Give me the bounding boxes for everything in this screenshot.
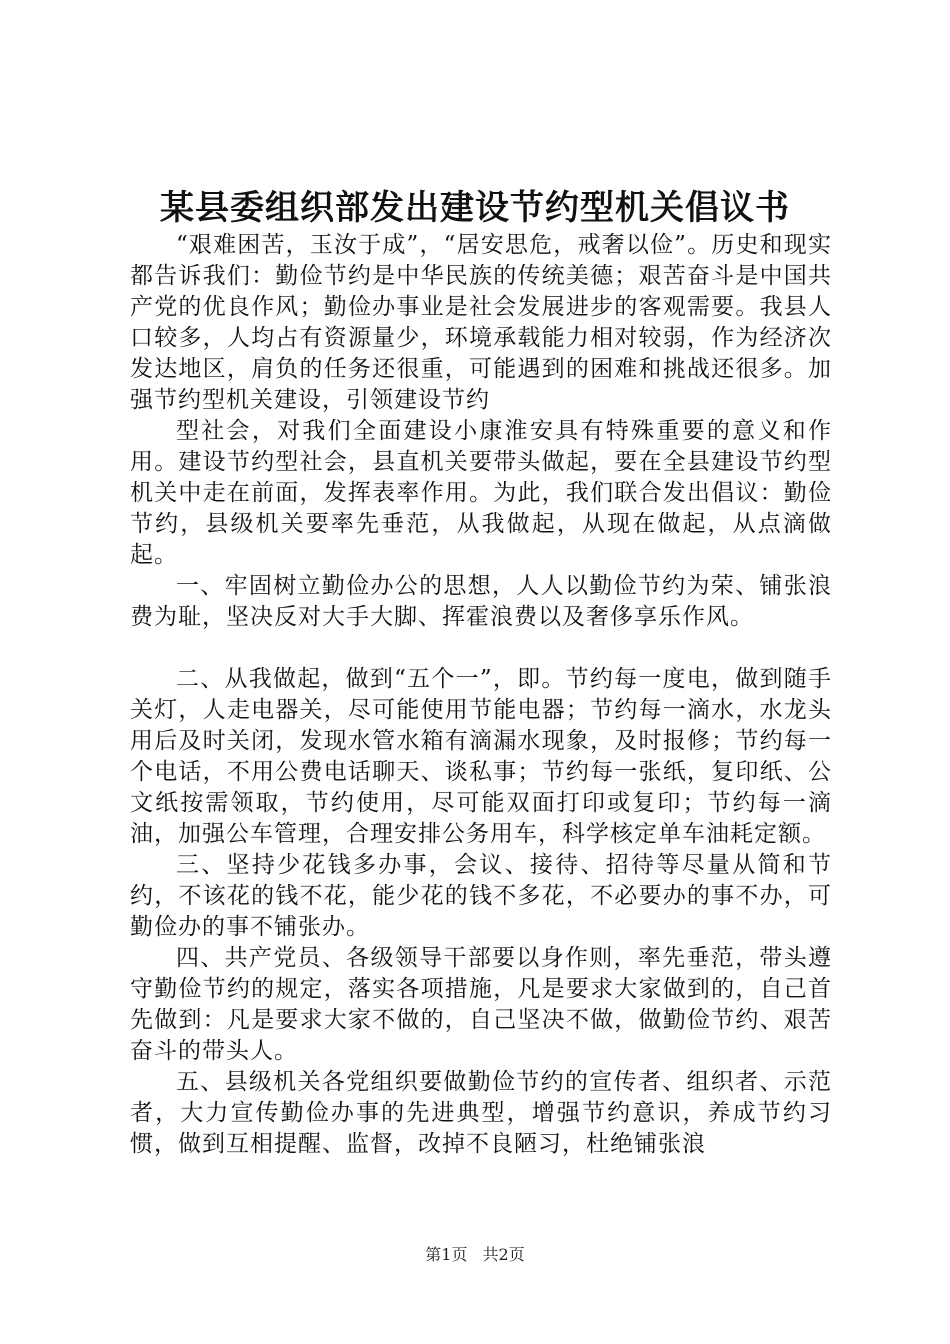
page-number-total: 共2页 [482,1245,525,1264]
paragraph-item-1: 一、牢固树立勤俭办公的思想，人人以勤俭节约为荣、铺张浪费为耻，坚决反对大手大脚、挥霍浪费以及奢侈享乐作风。 [130,573,832,630]
paragraph-intro: “艰难困苦，玉汝于成”，“居安思危，戒奢以俭”。历史和现实都告诉我们：勤俭节约是中华民族的传统美德；艰苦奋斗是中国共产党的优良作风；勤俭办事业是社会发展进步的客观需要。我县人口较多，人均占有资源量少，环境承载能力相对较弱，作为经济次发达地区，肩负的任务还很重，可能遇到的困难和挑战还很多。加强节约型机关建设，引领建设节约 [130,232,832,413]
paragraph-item-4: 四、共产党员、各级领导干部要以身作则，率先垂范，带头遵守勤俭节约的规定，落实各项措施，凡是要求大家做到的，自己首先做到：凡是要求大家不做的，自己坚决不做，做勤俭节约、艰苦奋斗的带头人。 [130,945,832,1064]
paragraph-item-3: 三、坚持少花钱多办事，会议、接待、招待等尽量从简和节约，不该花的钱不花，能少花的钱不多花，不必要办的事不办，可勤俭办的事不铺张办。 [130,852,832,940]
paragraph-intro-continued: 型社会，对我们全面建设小康淮安具有特殊重要的意义和作用。建设节约型社会，县直机关要带头做起，要在全县建设节约型机关中走在前面，发挥表率作用。为此，我们联合发出倡议：勤俭节约，县级机关要率先垂范，从我做起，从现在做起，从点滴做起。 [130,418,832,568]
page-number-current: 第1页 [425,1245,468,1264]
paragraph-item-5: 五、县级机关各党组织要做勤俭节约的宣传者、组织者、示范者，大力宣传勤俭办事的先进典型，增强节约意识，养成节约习惯，做到互相提醒、监督，改掉不良陋习，杜绝铺张浪 [130,1069,832,1157]
paragraph-item-2: 二、从我做起，做到“五个一”，即。节约每一度电，做到随手关灯，人走电器关，尽可能使用节能电器；节约每一滴水，水龙头用后及时关闭，发现水管水箱有滴漏水现象，及时报修；节约每一个电话，不用公费电话聊天、谈私事；节约每一张纸，复印纸、公文纸按需领取，节约使用，尽可能双面打印或复印；节约每一滴油，加强公车管理，合理安排公务用车，科学核定单车油耗定额。 [130,666,832,847]
document-body [130,230,832,1160]
page-footer [0,1244,950,1266]
document-title: 某县委组织部发出建设节约型机关倡议书 [160,188,790,228]
